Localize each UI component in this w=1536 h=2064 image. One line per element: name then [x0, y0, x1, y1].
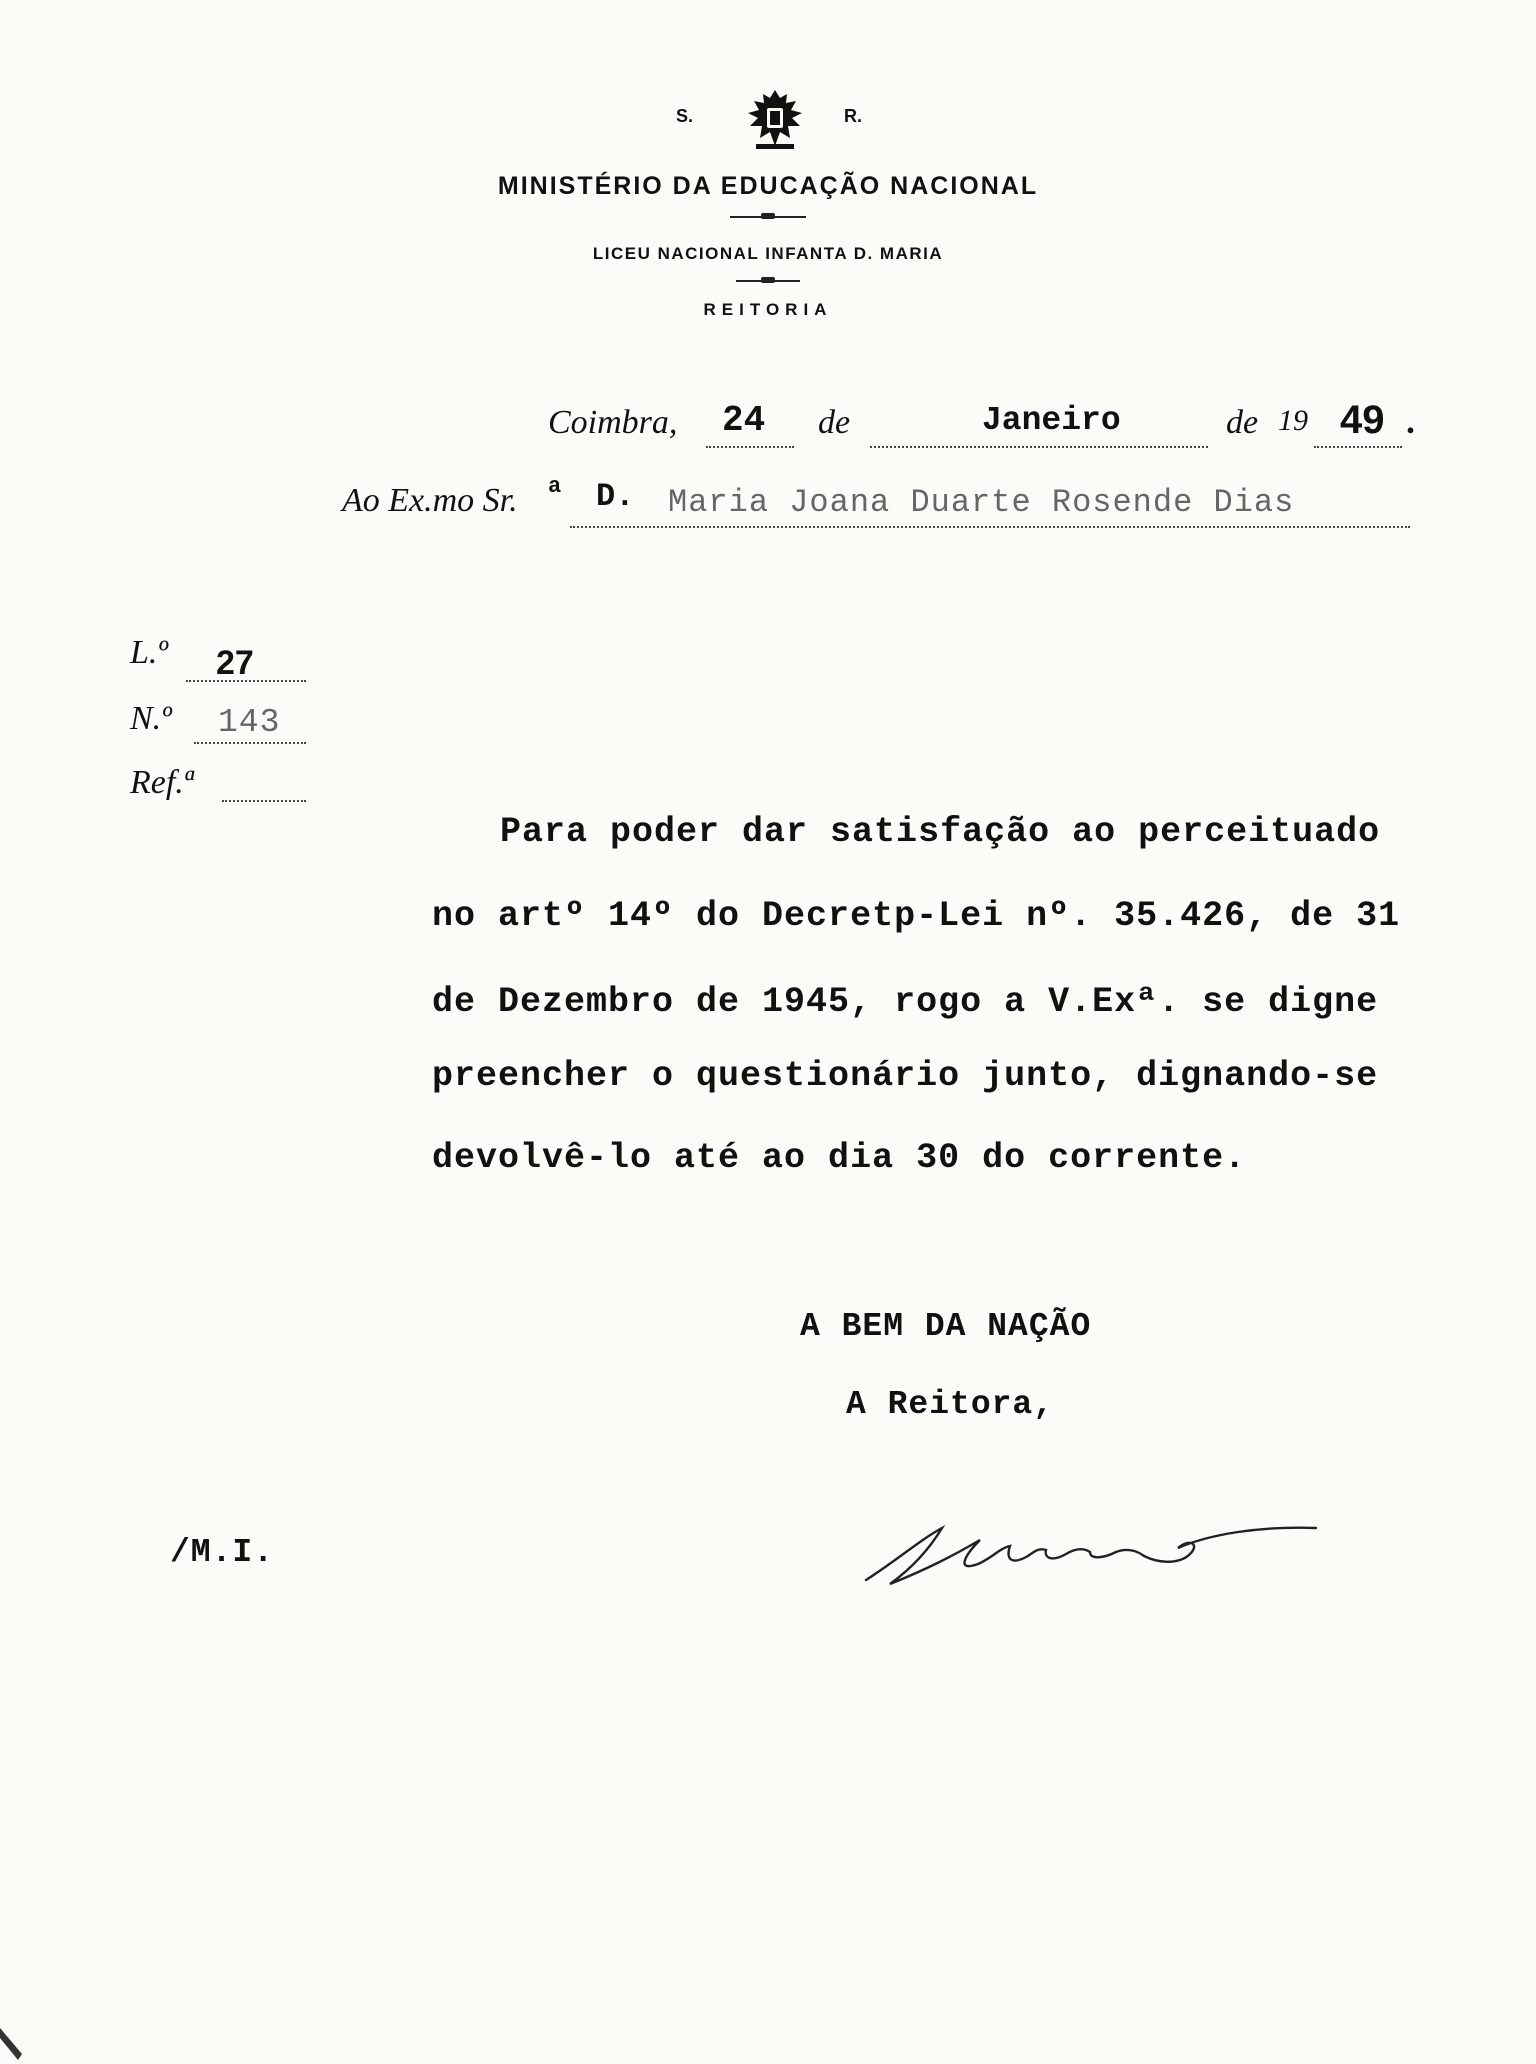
closing-motto: A BEM DA NAÇÃO — [800, 1308, 1092, 1345]
date-end-period: . — [1406, 401, 1415, 441]
left-initial: S. — [676, 106, 694, 126]
date-year-suffix: 49 — [1340, 398, 1385, 442]
divider-ornament — [761, 213, 775, 219]
body-line-4: preencher o questionário junto, dignando-se — [432, 1056, 1379, 1096]
date-year-line — [1314, 446, 1402, 448]
date-day-line — [706, 446, 794, 448]
letterhead-crest-row — [0, 88, 1536, 150]
ref-line — [222, 800, 306, 802]
livro-label: L.º — [130, 634, 168, 671]
date-city: Coimbra, — [548, 404, 678, 441]
date-de-1: de — [818, 404, 851, 441]
date-day: 24 — [722, 400, 766, 441]
body-line-5: devolvê-lo até ao dia 30 do corrente. — [432, 1138, 1247, 1178]
school-heading: LICEU NACIONAL INFANTA D. MARIA — [592, 244, 944, 263]
numero-line — [194, 742, 306, 744]
addressee-prefix: Ao Ex.mo Sr. — [342, 482, 518, 519]
divider-ornament — [761, 277, 775, 283]
date-year-prefix: 19 — [1278, 404, 1308, 437]
ref-label: Ref.ª — [130, 764, 194, 801]
date-month-line — [870, 446, 1208, 448]
livro-line — [186, 680, 306, 682]
typist-initials: /M.I. — [170, 1534, 275, 1571]
addressee-superscript: a — [548, 474, 562, 499]
closing-title: A Reitora, — [846, 1386, 1055, 1423]
coat-of-arms-icon — [720, 88, 830, 150]
body-line-2: no artº 14º do Decretp-Lei nº. 35.426, de 31 — [432, 896, 1401, 936]
date-month: Janeiro — [982, 402, 1121, 439]
livro-value: 27 — [216, 644, 254, 682]
ministry-heading: MINISTÉRIO DA EDUCAÇÃO NACIONAL — [497, 172, 1039, 200]
body-line-1: Para poder dar satisfação ao perceituado — [500, 812, 1381, 852]
right-initial: R. — [844, 106, 862, 126]
office-heading: REITORIA — [703, 300, 833, 319]
handwritten-signature — [860, 1518, 1320, 1588]
numero-label: N.º — [130, 700, 172, 737]
addressee-name: Maria Joana Duarte Rosende Dias — [668, 484, 1295, 521]
addressee-line — [570, 526, 1410, 528]
body-line-3: de Dezembro de 1945, rogo a V.Exª. se digne — [432, 982, 1379, 1022]
addressee-d: D. — [596, 478, 635, 515]
date-de-2: de — [1226, 404, 1259, 441]
page-corner-mark — [0, 2024, 22, 2064]
numero-value: 143 — [218, 704, 281, 741]
